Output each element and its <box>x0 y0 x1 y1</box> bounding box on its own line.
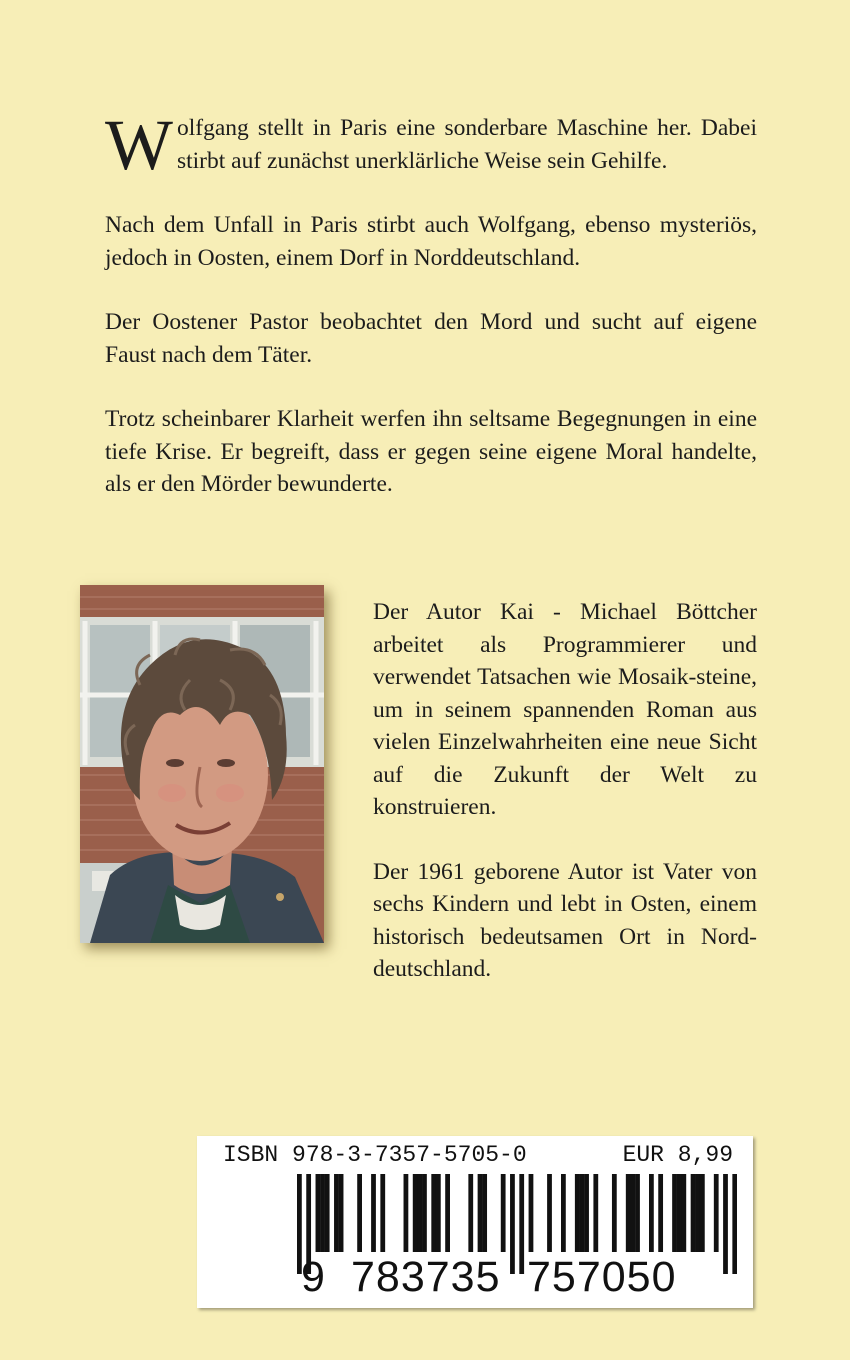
blurb-paragraph-1 <box>105 105 757 185</box>
barcode-bar <box>404 1174 409 1252</box>
barcode-bar <box>732 1174 737 1274</box>
barcode-bar <box>519 1174 524 1274</box>
barcode-bar <box>339 1174 344 1252</box>
barcode-bar <box>482 1174 487 1252</box>
barcode-bar <box>575 1174 580 1252</box>
blurb-paragraph-4: Trotz scheinbarer Klarheit werfen ihn seltsame Begegnungen in eine tiefe Krise. Er begreift, dass er gegen seine eigene Moral handelte, als er den Mörder bewunderte. <box>105 406 757 497</box>
barcode-bar <box>371 1174 376 1252</box>
barcode-bar <box>626 1174 631 1252</box>
barcode-bar <box>691 1174 696 1252</box>
isbn-price-line <box>223 1140 733 1170</box>
barcode-bar <box>677 1174 682 1252</box>
back-cover-blurb <box>105 105 757 533</box>
barcode-bar <box>593 1174 598 1252</box>
isbn-number: ISBN 978-3-7357-5705-0 <box>223 1142 527 1168</box>
barcode-bar <box>714 1174 719 1252</box>
drop-cap: W <box>105 105 173 185</box>
barcode-bar <box>547 1174 552 1252</box>
barcode-bar <box>320 1174 325 1252</box>
barcode-bar <box>334 1174 339 1252</box>
barcode-bar <box>478 1174 483 1252</box>
barcode-bar <box>431 1174 436 1252</box>
author-bio <box>373 596 757 1018</box>
barcode-digits-group-2: 757050 <box>527 1253 677 1301</box>
barcode-bar <box>445 1174 450 1252</box>
barcode-bar <box>649 1174 654 1252</box>
barcode-bar <box>468 1174 473 1252</box>
barcode-bar <box>723 1174 728 1274</box>
barcode-bar <box>413 1174 418 1252</box>
barcode-digits-group-1: 783735 <box>351 1253 501 1301</box>
barcode-lead-digit: 9 <box>301 1253 325 1301</box>
barcode-bar <box>501 1174 506 1252</box>
author-portrait-image <box>80 585 324 943</box>
barcode-bar <box>510 1174 515 1274</box>
barcode-bar <box>584 1174 589 1252</box>
barcode-bar <box>325 1174 330 1252</box>
barcode-bar <box>316 1174 321 1252</box>
barcode-bar <box>672 1174 677 1252</box>
barcode-bar <box>658 1174 663 1252</box>
blurb-paragraph-2: Nach dem Unfall in Paris stirbt auch Wolfgang, ebenso mysteriös, jedoch in Oosten, einem Dorf in Norddeutschland. <box>105 212 757 271</box>
barcode-bar <box>695 1174 700 1252</box>
barcode-bar <box>635 1174 640 1252</box>
barcode-bar <box>561 1174 566 1252</box>
barcode-bar <box>580 1174 585 1252</box>
barcode-bar <box>357 1174 362 1252</box>
barcode-bar <box>630 1174 635 1252</box>
blurb-paragraph-3: Der Oostener Pastor beobachtet den Mord und sucht auf eigene Faust nach dem Täter. <box>105 309 757 368</box>
barcode-bar <box>380 1174 385 1252</box>
price: EUR 8,99 <box>622 1142 733 1168</box>
barcode-bar <box>700 1174 705 1252</box>
isbn-barcode-panel <box>197 1136 753 1308</box>
blurb-paragraph-1-text: olfgang stellt in Paris eine sonderbare Maschine her. Dabei stirbt auf zunächst unerklärliche Weise sein Gehilfe. <box>176 115 757 174</box>
barcode-bar <box>529 1174 534 1252</box>
barcode-bar <box>612 1174 617 1252</box>
barcode-bar <box>436 1174 441 1252</box>
author-photo <box>80 585 324 943</box>
barcode-bar <box>417 1174 422 1252</box>
author-bio-paragraph-2: Der 1961 geborene Autor ist Vater von sechs Kindern und lebt in Osten, einem historisch bedeutsamen Ort in Nord-deutschland. <box>373 858 757 982</box>
barcode-bar <box>681 1174 686 1252</box>
author-bio-paragraph-1: Der Autor Kai - Michael Böttcher arbeitet als Programmierer und verwendet Tatsachen wie Mosaik-steine, um in seinem spannenden Roman aus vielen Einzelwahrheiten eine neue Sicht auf die Zukunft der Welt zu konstruieren. <box>373 599 757 820</box>
barcode-bar <box>422 1174 427 1252</box>
